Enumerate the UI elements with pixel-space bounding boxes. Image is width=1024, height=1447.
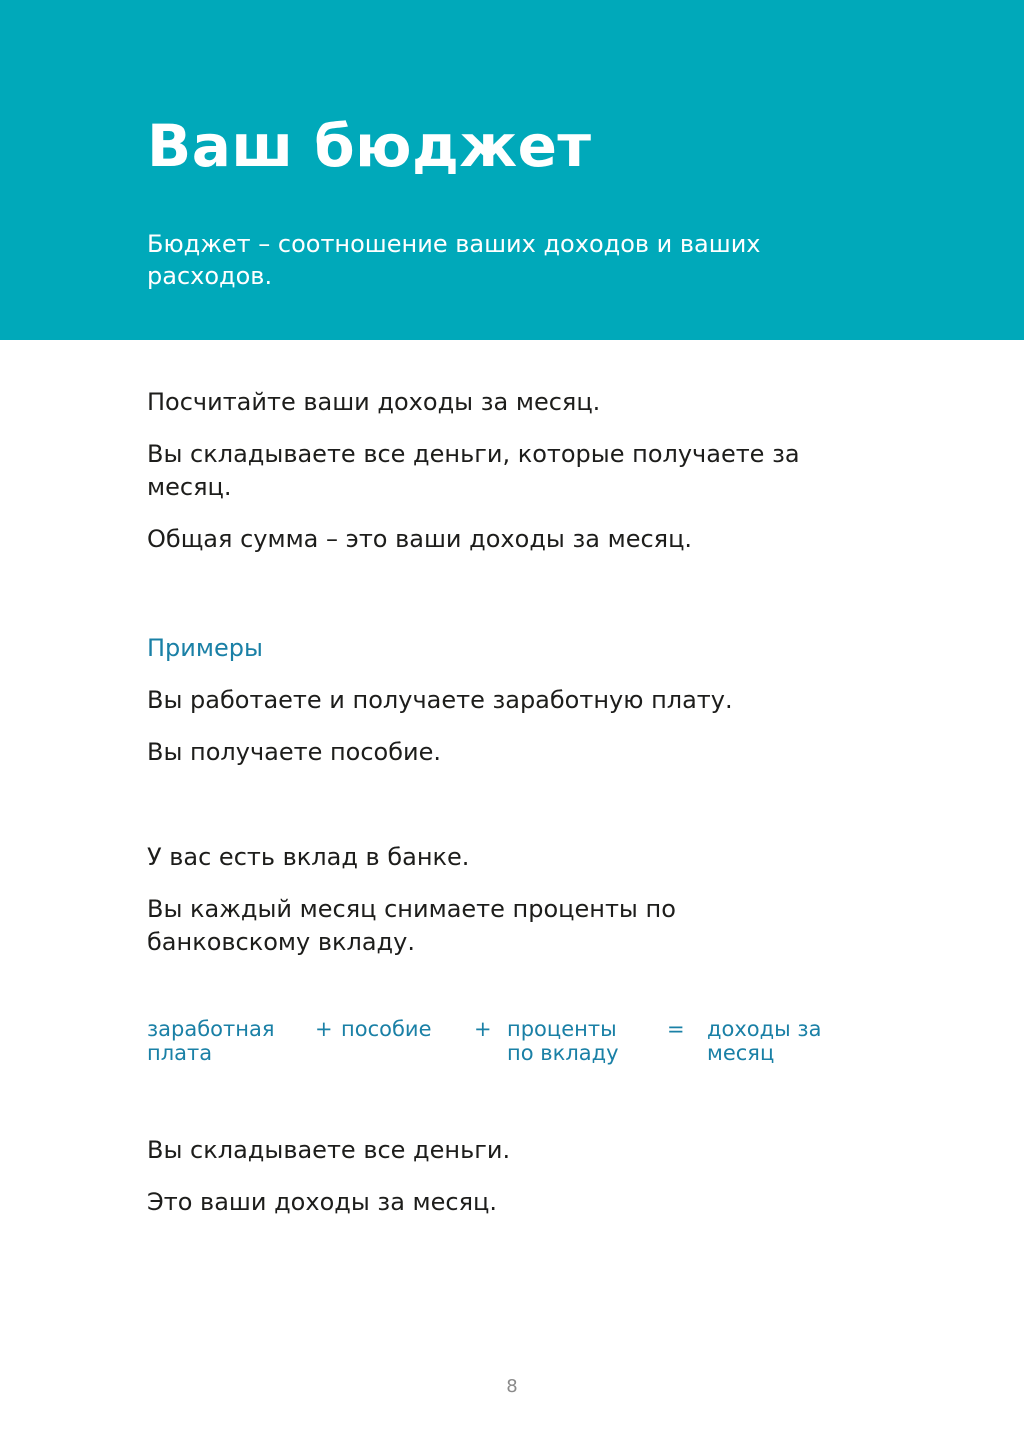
- header-banner: [0, 0, 1024, 340]
- formula-equals: =: [667, 1017, 685, 1041]
- example-3: У вас есть вклад в банке.: [147, 843, 470, 871]
- intro-paragraph-2: Вы складываете все деньги, которые получаете за месяц.: [147, 440, 800, 501]
- formula-plus-1: +: [315, 1017, 333, 1041]
- examples-heading: Примеры: [147, 634, 263, 662]
- formula-term-salary: заработная плата: [147, 1017, 275, 1065]
- conclusion-1: Вы складываете все деньги.: [147, 1136, 511, 1164]
- example-4: Вы каждый месяц снимаете проценты по банковскому вкладу.: [147, 895, 676, 956]
- page-number: 8: [506, 1376, 518, 1397]
- formula-term-interest: проценты по вкладу: [507, 1017, 619, 1065]
- intro-paragraph-1: Посчитайте ваши доходы за месяц.: [147, 388, 601, 416]
- page-title: Ваш бюджет: [147, 112, 592, 180]
- example-2: Вы получаете пособие.: [147, 738, 442, 766]
- formula-result: доходы за месяц: [707, 1017, 822, 1065]
- page-subtitle: Бюджет – соотношение ваших доходов и ваших расходов.: [147, 230, 761, 290]
- formula-term-allowance: пособие: [341, 1017, 432, 1041]
- example-1: Вы работаете и получаете заработную плату.: [147, 686, 733, 714]
- conclusion-2: Это ваши доходы за месяц.: [147, 1188, 497, 1216]
- formula-plus-2: +: [474, 1017, 492, 1041]
- intro-paragraph-3: Общая сумма – это ваши доходы за месяц.: [147, 525, 693, 553]
